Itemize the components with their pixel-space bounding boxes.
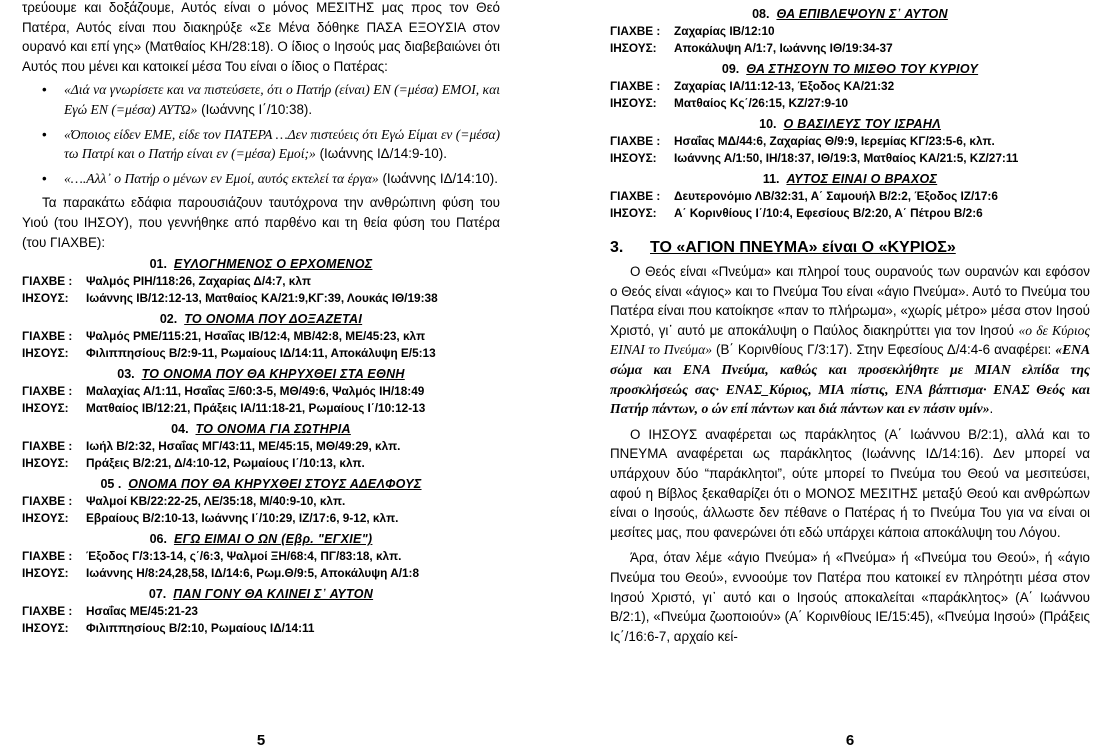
page-number: 6 (845, 732, 855, 749)
table-row: ΓΙΑΧΒΕ : Ιωήλ Β/2:32, Ησαΐας ΜΓ/43:11, ΜΕ/45:15, ΜΘ/49:29, κλπ. (22, 439, 401, 454)
section-heading: 05 . ΟΝΟΜΑ ΠΟΥ ΘΑ ΚΗΡΥΧΘΕΙ ΣΤΟΥΣ ΑΔΕΛΦΟΥΣ (100, 477, 422, 492)
spirit-paragraph: Ο Θεός είναι «Πνεύμα» και πληροί τους ουρανούς των ουρανών και εφόσον ο Θεός είναι «άγιος» και το Πνεύμα Του είναι «άγιο Πνεύμα». Αυτό το Πνεύμα του Πατέρα είναι που κατοίκησε «παν το πλήρωμα», «χωρίς μέτρο» μέσα στον Ιησού Χριστό, γι᾽ αυτό με αποκάλυψη ο Παύλος διακηρύττει για τον Ιησού «ο δε Κύριος ΕΙΝΑΙ το Πνεύμα» (Β΄ Κορινθίους Γ/3:17). Στην Εφεσίους Δ/4:4-6 αναφέρει: «ΕΝΑ σώμα και ΕΝΑ Πνεύμα, καθώς και προσεκλήθητε με ΜΙΑΝ ελπίδα της προσκλήσεώς σας· ΕΝΑΣ_Κύριος, ΜΙΑ πίστις, ΕΝΑ βάπτισμα· ΕΝΑΣ Θεός και Πατήρ πάντων, ο ών επί πάντων και διά πάντων και εν πάσιν υμίν». (610, 264, 1090, 417)
section-heading: 03. ΤΟ ΟΝΟΜΑ ΠΟΥ ΘΑ ΚΗΡΥΧΘΕΙ ΣΤΑ ΕΘΝΗ (117, 367, 405, 382)
list-item: • «Διά να γνωρίσετε και να πιστεύσετε, ότι ο Πατήρ (είναι) ΕΝ (=μέσα) ΕΜΟΙ, και Εγώ ΕΝ (=μέσα) ΑΥΤΩ» (Ιωάννης Ι΄/10:38). (42, 80, 500, 119)
section-heading: 11. ΑΥΤΟΣ ΕΙΝΑΙ Ο ΒΡΑΧΟΣ (762, 172, 938, 186)
table-row: ΓΙΑΧΒΕ : Ησαΐας ΜΕ/45:21-23 (22, 604, 198, 619)
table-row: ΓΙΑΧΒΕ : Δευτερονόμιο ΛΒ/32:31, Α΄ Σαμουήλ Β/2:2, Έξοδος ΙΖ/17:6 (610, 189, 998, 203)
section-heading: 06. ΕΓΩ ΕΙΜΑΙ Ο ΩΝ (Εβρ. "ΕΓΧΙΕ") (149, 532, 373, 547)
verse-sections (610, 0, 1090, 222)
verse-section (22, 366, 500, 417)
conclusion-paragraph: Άρα, όταν λέμε «άγιο Πνεύμα» ή «Πνεύμα» ή «Πνεύμα του Θεού», ή «άγιο Πνεύμα του Θεού», εννοούμε τον Πατέρα που κατοικεί εν πληρότητι μέσα στον Ιησού Χριστό, γι᾽ αυτό και ο Ιησούς αποκαλείται «παράκλητος» (Α΄ Ιωάννου Β/2:1), «Πνεύμα ζωοποιούν» (Α΄ Κορινθίους ΙΕ/15:45), «Πνεύμα Ιησού» (Πράξεις Ις΄/16:6-7, αρχαίο κεί- (610, 550, 1090, 644)
table-row: ΙΗΣΟΥΣ: Πράξεις Β/2:21, Δ/4:10-12, Ρωμαίους Ι΄/10:13, κλπ. (22, 456, 365, 471)
verse-section (610, 6, 1090, 57)
verse-section (22, 311, 500, 362)
table-row: ΓΙΑΧΒΕ : Μαλαχίας Α/1:11, Ησαΐας Ξ/60:3-5, ΜΘ/49:6, Ψαλμός ΙΗ/18:49 (22, 384, 425, 399)
verse-section (610, 116, 1090, 167)
table-row: ΙΗΣΟΥΣ: Εβραίους Β/2:10-13, Ιωάννης Ι΄/10:29, ΙΖ/17:6, 9-12, κλπ. (22, 511, 399, 526)
left-page (22, 0, 500, 753)
intro-paragraph: τρεύουμε και δοξάζουμε, Αυτός είναι ο μόνος ΜΕΣΙΤΗΣ μας προς τον Θεό Πατέρα, Αυτός είναι που διακηρύξε «Σε Μένα δόθηκε ΠΑΣΑ ΕΞΟΥΣΙΑ στον ουρανό και επί γης» (Ματθαίος ΚΗ/28:18). Ο ίδιος ο Ιησούς μας διαβεβαιώνει ότι Αυτός που μένει και κατοικεί μέσα Του είναι ο ίδιος ο Πατέρας: (22, 0, 500, 74)
table-row: ΙΗΣΟΥΣ: Ιωάννης ΙΒ/12:12-13, Ματθαίος ΚΑ/21:9,ΚΓ:39, Λουκάς ΙΘ/19:38 (22, 291, 438, 306)
section-heading: 04. ΤΟ ΟΝΟΜΑ ΓΙΑ ΣΩΤΗΡΙΑ (171, 422, 351, 437)
page-number: 5 (256, 732, 266, 749)
list-item: • «….Αλλ᾽ ο Πατήρ ο μένων εν Εμοί, αυτός εκτελεί τα έργα» (Ιωάννης ΙΔ/14:10). (42, 169, 500, 189)
table-row: ΙΗΣΟΥΣ: Φιλιππησίους Β/2:10, Ρωμαίους ΙΔ/14:11 (22, 621, 315, 636)
verse-section (22, 421, 500, 472)
chapter-heading: 3. ΤΟ «ΑΓΙΟΝ ΠΝΕΥΜΑ» είναι Ο «ΚΥΡΙΟΣ» (610, 239, 956, 256)
table-row: ΙΗΣΟΥΣ: Φιλιππησίους Β/2:9-11, Ρωμαίους ΙΔ/14:11, Αποκάλυψη Ε/5:13 (22, 346, 436, 361)
table-row: ΙΗΣΟΥΣ: Αποκάλυψη Α/1:7, Ιωάννης ΙΘ/19:34-37 (610, 41, 893, 55)
table-row: ΓΙΑΧΒΕ : Ψαλμοί ΚΒ/22:22-25, ΛΕ/35:18, Μ/40:9-10, κλπ. (22, 494, 346, 509)
section-heading: 09. ΘΑ ΣΤΗΣΟΥΝ ΤΟ ΜΙΣΘΟ ΤΟΥ ΚΥΡΙΟΥ (721, 62, 979, 76)
section-heading: 02. ΤΟ ΟΝΟΜΑ ΠΟΥ ΔΟΞΑΖΕΤΑΙ (159, 312, 363, 327)
section-heading: 07. ΠΑΝ ΓΟΝΥ ΘΑ ΚΛΙΝΕΙ Σ᾽ ΑΥΤΟΝ (148, 587, 374, 602)
table-row: ΓΙΑΧΒΕ : Ζαχαρίας ΙΑ/11:12-13, Έξοδος ΚΑ/21:32 (610, 79, 895, 93)
table-row: ΓΙΑΧΒΕ : Ψαλμός ΡΜΕ/115:21, Ησαΐας ΙΒ/12:4, ΜΒ/42:8, ΜΕ/45:23, κλπ (22, 329, 426, 344)
table-row: ΙΗΣΟΥΣ: Ματθαίος Κς΄/26:15, ΚΖ/27:9-10 (610, 96, 849, 110)
table-row: ΓΙΑΧΒΕ : Ψαλμός ΡΙΗ/118:26, Ζαχαρίας Δ/4:7, κλπ (22, 274, 311, 289)
verse-section (22, 476, 500, 527)
right-page (610, 0, 1090, 753)
table-row: ΙΗΣΟΥΣ: Α΄ Κορινθίους Ι΄/10:4, Εφεσίους Β/2:20, Α΄ Πέτρου Β/2:6 (610, 206, 983, 220)
quote-list (22, 80, 500, 188)
table-row: ΙΗΣΟΥΣ: Ιωάννης Α/1:50, ΙΗ/18:37, ΙΘ/19:3, Ματθαίος ΚΑ/21:5, ΚΖ/27:11 (610, 151, 1019, 165)
verse-section (610, 171, 1090, 222)
verse-section (610, 61, 1090, 112)
list-item: • «Όποιος είδεν ΕΜΕ, είδε τον ΠΑΤΕΡΑ …Δεν πιστεύεις ότι Εγώ Είμαι εν (=μέσα) τω Πατρί και ο Πατήρ είναι εν (=μέσα) Εμοί;» (Ιωάννης ΙΔ/14:9-10). (42, 125, 500, 164)
table-row: ΙΗΣΟΥΣ: Ιωάννης Η/8:24,28,58, ΙΔ/14:6, Ρωμ.Θ/9:5, Αποκάλυψη Α/1:8 (22, 566, 420, 581)
section-heading: 10. Ο ΒΑΣΙΛΕΥΣ ΤΟΥ ΙΣΡΑΗΛ (759, 117, 941, 131)
table-row: ΙΗΣΟΥΣ: Ματθαίος ΙΒ/12:21, Πράξεις ΙΑ/11:18-21, Ρωμαίους Ι΄/10:12-13 (22, 401, 426, 416)
nature-paragraph: Τα παρακάτω εδάφια παρουσιάζουν ταυτόχρονα την ανθρώπινη φύση του Υιού (του ΙΗΣΟΥ), που γεννήθηκε από παρθένο και τη θεία φύση του Πατέρα (του ΓΙΑΧΒΕ): (22, 195, 500, 250)
verse-section (22, 586, 500, 637)
verse-section (22, 531, 500, 582)
table-row: ΓΙΑΧΒΕ : Ησαΐας ΜΔ/44:6, Ζαχαρίας Θ/9:9, Ιερεμίας ΚΓ/23:5-6, κλπ. (610, 134, 995, 148)
section-heading: 01. ΕΥΛΟΓΗΜΕΝΟΣ Ο ΕΡΧΟΜΕΝΟΣ (149, 257, 373, 272)
verse-sections (22, 256, 500, 637)
table-row: ΓΙΑΧΒΕ : Ζαχαρίας ΙΒ/12:10 (610, 24, 775, 38)
section-heading: 08. ΘΑ ΕΠΙΒΛΕΨΟΥΝ Σ᾽ ΑΥΤΟΝ (752, 7, 948, 21)
paraclete-paragraph: Ο ΙΗΣΟΥΣ αναφέρεται ως παράκλητος (Α΄ Ιωάννου Β/2:1), αλλά και το ΠΝΕΥΜΑ αναφέρεται ως παράκλητος (Ιωάννης ΙΔ/14:16). Δεν μπορεί να υπάρχουν δύο “παράκλητοι”, ούτε μπορεί το Πνεύμα του Θεού να μεσιτεύσει, αφού η Βίβλος ξεκαθαρίζει ότι ο ΜΟΝΟΣ ΜΕΣΙΤΗΣ μεταξύ Θεού και ανθρώπων είναι ο Ιησούς, άλλωστε δεν πέθανε ο Πατέρας ή το Πνεύμα Του για να είναι οι μεσίτες μας, που φανερώνει ότι εδώ υπάρχει κάποια αποκάλυψη του Λόγου. (610, 426, 1090, 540)
table-row: ΓΙΑΧΒΕ : Έξοδος Γ/3:13-14, ς΄/6:3, Ψαλμοί ΞΗ/68:4, ΠΓ/83:18, κλπ. (22, 549, 402, 564)
verse-section (22, 256, 500, 307)
